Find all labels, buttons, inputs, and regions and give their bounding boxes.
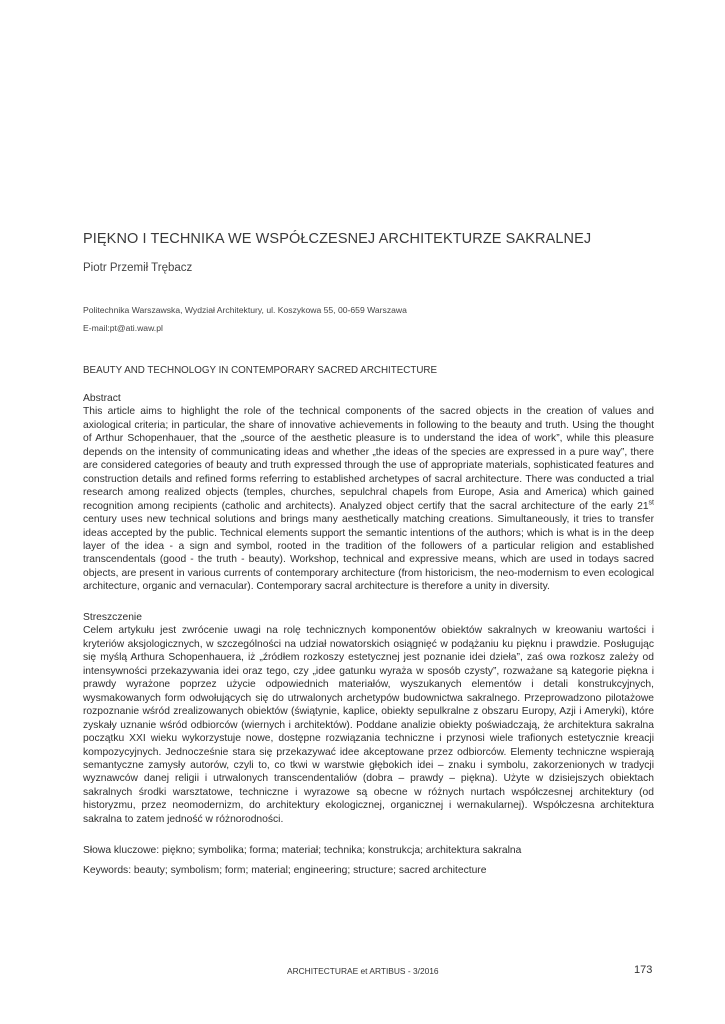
english-title: BEAUTY AND TECHNOLOGY IN CONTEMPORARY SACRED ARCHITECTURE	[83, 365, 438, 376]
abstract-heading: Abstract	[83, 393, 121, 404]
footer-journal: ARCHITECTURAE et ARTIBUS - 3/2016	[287, 966, 439, 976]
streszczenie-section	[83, 611, 654, 826]
author-name: Piotr Przemił Trębacz	[83, 262, 193, 274]
keywords-english: Keywords: beauty; symbolism; form; material; engineering; structure; sacred architecture	[83, 865, 487, 876]
streszczenie-heading: Streszczenie	[83, 612, 142, 623]
page-number: 173	[634, 964, 653, 976]
keywords-polish: Słowa kluczowe: piękno; symbolika; forma; materiał; technika; konstrukcja; architektura sakralna	[83, 845, 522, 856]
abstract-text-part1: This article aims to highlight the role of the technical components of the sacred objects in the creation of values and axiological criteria; in particular, the share of innovative achievements in following to the beauty and truth. Using the thought of Arthur Schopenhauer, that the „source of the aesthetic pleasure is to understand the idea of work”, while this pleasure depends on the intensity of communicating ideas and whether „the ideas of the species are expressed in a pure way”, there are considered categories of beauty and truth expressed through the use of appropriate materials, sophisticated features and construction details and refined forms referring to established archetypes of sacral architecture. There was conducted a trial research among realized objects (temples, churches, sepulchral chapels from Europe, Asia and America) which gained recognition among recipients (catholic and architects). Analyzed object certify that the sacral architecture of the early 21	[83, 406, 654, 512]
abstract-text-part2: century uses new technical solutions and brings many aesthetically matching creations. Simultaneously, it tries to transfer ideas accepted by the public. Technical elements support the semantic intentions of the authors; which is what is in the deep layer of the idea - a sign and symbol, rooted in the tradition of the followers of a particular religion and established transcendentals (good - the truth - beauty). Workshop, technical and expressive means, which are used in todays sacred objects, are present in various currents of contemporary architecture (from historicism, the neo-modernism to even ecological architecture, organic and vernacular). Contemporary sacral architecture is therefore a unity in diversity.	[83, 514, 654, 593]
author-email: E-mail:pt@ati.waw.pl	[83, 323, 163, 333]
abstract-section	[83, 392, 654, 594]
author-affiliation: Politechnika Warszawska, Wydział Architektury, ul. Koszykowa 55, 00-659 Warszawa	[83, 305, 407, 315]
article-title: PIĘKNO I TECHNIKA WE WSPÓŁCZESNEJ ARCHITEKTURZE SAKRALNEJ	[83, 231, 592, 247]
abstract-superscript: st	[648, 499, 654, 507]
abstract-text	[83, 405, 654, 593]
streszczenie-text: Celem artykułu jest zwrócenie uwagi na rolę technicznych komponentów obiektów sakralnych w kreowaniu wartości i kryteriów aksjologicznych, w szczególności na udział nowatorskich osiągnięć w podążaniu ku pięknu i prawdzie. Posługując się myślą Arthura Schopenhauera, iż „źródłem rozkoszy estetycznej jest poznanie idei dzieła”, zaś owa rozkosz zależy od intensywności przekazywania idei oraz tego, czy „idee gatunku wyraża w sposób czysty”, rozważane są kategorie piękna i prawdy wyrażone poprzez użycie odpowiednich materiałów, wyszukanych elementów i detali konstrukcyjnych, wysmakowanych form odwołujących się do utrwalonych archetypów budownictwa sakralnego. Przeprowadzono pilotażowe rozpoznanie wśród zrealizowanych obiektów (świątynie, kaplice, obiekty sepulkralne z obszaru Europy, Azji i Ameryki), które zyskały uznanie wśród odbiorców (wiernych i architektów). Poddane analizie obiekty poświadczają, że architektura sakralna początku XXI wieku wykorzystuje nowe, dostępne rozwiązania techniczne i przynosi wiele trafionych estetycznie kreacji kompozycyjnych. Jednocześnie stara się przekazywać idee akceptowane przez odbiorców. Elementy techniczne wspierają semantyczne zamysły autorów, czyli to, co tkwi w warstwie głębokich idei – znaku i symbolu, zakorzenionych w tradycji wyznawców danej religii i utrwalonych transcendentaliów (dobra – prawdy – piękna). Użyte w dzisiejszych obiektach sakralnych środki warsztatowe, techniczne i wyrazowe są obecne w różnych nurtach współczesnej architektury (od historyzmu, przez neomodernizm, do architektury ekologicznej, organicznej i wernakularnej). Współczesna architektura sakralna to zatem jedność w różnorodności.	[83, 625, 654, 825]
